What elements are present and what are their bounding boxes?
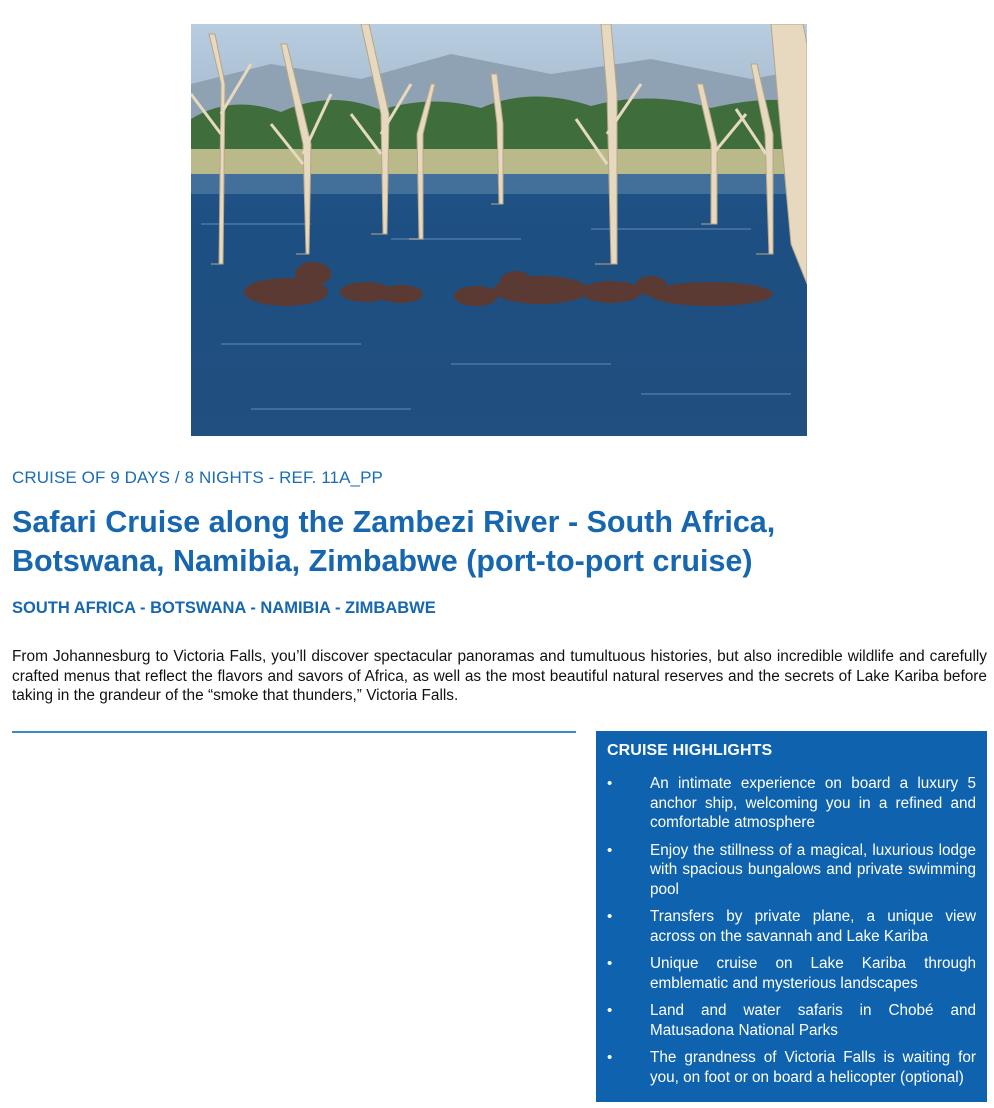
bullet-icon: • — [607, 1002, 613, 1019]
page-title: Safari Cruise along the Zambezi River - South Africa, Botswana, Namibia, Zimbabwe (port-to-port cruise) — [12, 505, 776, 578]
highlight-text: Transfers by private plane, a unique view across on the savannah and Lake Kariba — [650, 908, 976, 945]
highlight-text: Unique cruise on Lake Kariba through emblematic and mysterious landscapes — [650, 955, 976, 992]
highlight-text: Land and water safaris in Chobé and Matusadona National Parks — [650, 1002, 976, 1039]
bullet-icon: • — [607, 908, 613, 925]
highlight-item — [607, 954, 976, 993]
highlight-item — [607, 841, 976, 900]
highlights-list — [607, 774, 976, 1087]
highlight-item — [607, 1001, 976, 1040]
countries-list: SOUTH AFRICA - BOTSWANA - NAMIBIA - ZIMBABWE — [12, 599, 436, 617]
highlight-item — [607, 1048, 976, 1087]
cruise-reference: CRUISE OF 9 DAYS / 8 NIGHTS - REF. 11A_PP — [12, 468, 383, 487]
bullet-icon: • — [607, 775, 613, 792]
highlight-text: The grandness of Victoria Falls is waiting for you, on foot or on board a helicopter (optional) — [650, 1049, 976, 1086]
bullet-icon: • — [607, 1049, 613, 1066]
highlight-text: Enjoy the stillness of a magical, luxurious lodge with spacious bungalows and private swimming pool — [650, 841, 976, 898]
highlights-title: CRUISE HIGHLIGHTS — [607, 742, 773, 759]
highlight-item — [607, 774, 976, 833]
section-divider — [12, 731, 576, 733]
bullet-icon: • — [607, 841, 613, 859]
highlight-item — [607, 907, 976, 946]
intro-paragraph: From Johannesburg to Victoria Falls, you’ll discover spectacular panoramas and tumultuous histories, but also incredible wildlife and carefully crafted menus that reflect the flavors and savors of Africa, as well as the most beautiful natural reserves and the secrets of Lake Kariba before taking in the grandeur of the “smoke that thunders,” Victoria Falls. — [12, 648, 987, 704]
bullet-icon: • — [607, 955, 613, 972]
highlight-text: An intimate experience on board a luxury 5 anchor ship, welcoming you in a refined and comfortable atmosphere — [650, 775, 976, 831]
cruise-highlights-panel — [596, 731, 987, 1102]
hero-image — [191, 24, 807, 436]
hero-photo-hippos-lake — [191, 24, 807, 436]
